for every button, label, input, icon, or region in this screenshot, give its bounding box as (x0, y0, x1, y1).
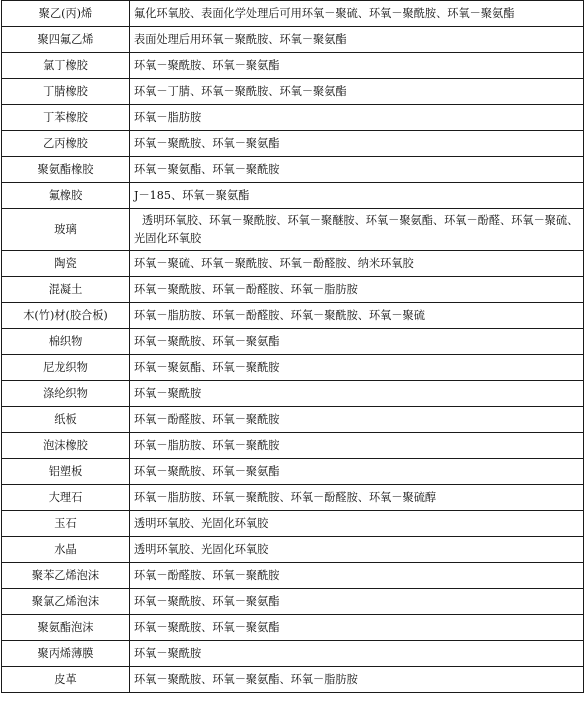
table-row (2, 667, 584, 693)
material-cell: 玻璃 (2, 209, 130, 251)
adhesive-cell: 环氧－聚硫、环氧－聚酰胺、环氧－酚醛胺、纳米环氧胶 (130, 251, 584, 277)
adhesive-cell: 透明环氧胶、光固化环氧胶 (130, 511, 584, 537)
adhesive-cell: 环氧－聚氨酯、环氧－聚酰胺 (130, 157, 584, 183)
table-row (2, 511, 584, 537)
adhesive-cell: 环氧－聚酰胺、环氧－聚氨酯、环氧－脂肪胺 (130, 667, 584, 693)
adhesive-cell: 环氧－脂肪胺 (130, 105, 584, 131)
material-cell: 聚丙烯薄膜 (2, 641, 130, 667)
table-row (2, 1, 584, 27)
material-cell: 丁苯橡胶 (2, 105, 130, 131)
table-row (2, 381, 584, 407)
table-row (2, 303, 584, 329)
material-cell: 尼龙织物 (2, 355, 130, 381)
material-cell: 氟橡胶 (2, 183, 130, 209)
table-row (2, 433, 584, 459)
material-cell: 皮革 (2, 667, 130, 693)
material-cell: 聚四氟乙烯 (2, 27, 130, 53)
adhesive-cell: 环氧－聚酰胺、环氧－聚氨酯 (130, 53, 584, 79)
table-row (2, 589, 584, 615)
table-row (2, 407, 584, 433)
material-cell: 棉织物 (2, 329, 130, 355)
material-cell: 聚氯乙烯泡沫 (2, 589, 130, 615)
table-row (2, 183, 584, 209)
material-cell: 聚氨酯橡胶 (2, 157, 130, 183)
table-row (2, 251, 584, 277)
material-cell: 涤纶织物 (2, 381, 130, 407)
adhesive-cell: 环氧－聚氨酯、环氧－聚酰胺 (130, 355, 584, 381)
table-row (2, 53, 584, 79)
adhesive-cell: 环氧－脂肪胺、环氧－酚醛胺、环氧－聚酰胺、环氧－聚硫 (130, 303, 584, 329)
material-cell: 纸板 (2, 407, 130, 433)
adhesive-cell: 氟化环氧胶、表面化学处理后可用环氧－聚硫、环氧－聚酰胺、环氧－聚氨酯 (130, 1, 584, 27)
adhesive-cell: 透明环氧胶、光固化环氧胶 (130, 537, 584, 563)
adhesive-cell: J－185、环氧－聚氨酯 (130, 183, 584, 209)
adhesive-cell: 环氧－聚酰胺、环氧－聚氨酯 (130, 589, 584, 615)
adhesive-cell: 环氧－聚酰胺 (130, 641, 584, 667)
table-row (2, 355, 584, 381)
material-cell: 聚乙(丙)烯 (2, 1, 130, 27)
adhesive-cell: 环氧－聚酰胺、环氧－酚醛胺、环氧－脂肪胺 (130, 277, 584, 303)
material-cell: 聚苯乙烯泡沫 (2, 563, 130, 589)
table-row (2, 615, 584, 641)
table-row (2, 277, 584, 303)
adhesive-cell: 环氧－聚酰胺、环氧－聚氨酯 (130, 459, 584, 485)
adhesive-cell: 环氧－酚醛胺、环氧－聚酰胺 (130, 407, 584, 433)
table-row (2, 79, 584, 105)
material-cell: 混凝土 (2, 277, 130, 303)
material-cell: 乙丙橡胶 (2, 131, 130, 157)
adhesive-cell: 环氧－脂肪胺、环氧－聚酰胺、环氧－酚醛胺、环氧－聚硫醇 (130, 485, 584, 511)
material-cell: 泡沫橡胶 (2, 433, 130, 459)
material-cell: 铝塑板 (2, 459, 130, 485)
adhesive-cell: 表面处理后用环氧－聚酰胺、环氧－聚氨酯 (130, 27, 584, 53)
adhesive-cell: 环氧－丁腈、环氧－聚酰胺、环氧－聚氨酯 (130, 79, 584, 105)
adhesive-cell: 环氧－聚酰胺、环氧－聚氨酯 (130, 329, 584, 355)
table-row (2, 329, 584, 355)
material-cell: 陶瓷 (2, 251, 130, 277)
material-cell: 水晶 (2, 537, 130, 563)
material-cell: 大理石 (2, 485, 130, 511)
table-row (2, 537, 584, 563)
adhesive-cell: 环氧－脂肪胺、环氧－聚酰胺 (130, 433, 584, 459)
adhesive-cell: 环氧－聚酰胺、环氧－聚氨酯 (130, 131, 584, 157)
table-row (2, 157, 584, 183)
table-row (2, 27, 584, 53)
table-row (2, 459, 584, 485)
adhesive-cell: 透明环氧胶、环氧－聚酰胺、环氧－聚醚胺、环氧－聚氨酯、环氧－酚醛、环氧－聚硫、光固化环氧胶 (130, 209, 584, 251)
table-body (2, 1, 584, 693)
table-row (2, 563, 584, 589)
material-cell: 氯丁橡胶 (2, 53, 130, 79)
material-cell: 玉石 (2, 511, 130, 537)
table-row (2, 105, 584, 131)
material-cell: 木(竹)材(胶合板) (2, 303, 130, 329)
adhesive-selection-table (1, 0, 584, 693)
material-cell: 丁腈橡胶 (2, 79, 130, 105)
material-cell: 聚氨酯泡沫 (2, 615, 130, 641)
table-row (2, 209, 584, 251)
adhesive-cell: 环氧－聚酰胺、环氧－聚氨酯 (130, 615, 584, 641)
table-row (2, 485, 584, 511)
table-row (2, 131, 584, 157)
table-row (2, 641, 584, 667)
adhesive-cell: 环氧－聚酰胺 (130, 381, 584, 407)
adhesive-cell: 环氧－酚醛胺、环氧－聚酰胺 (130, 563, 584, 589)
